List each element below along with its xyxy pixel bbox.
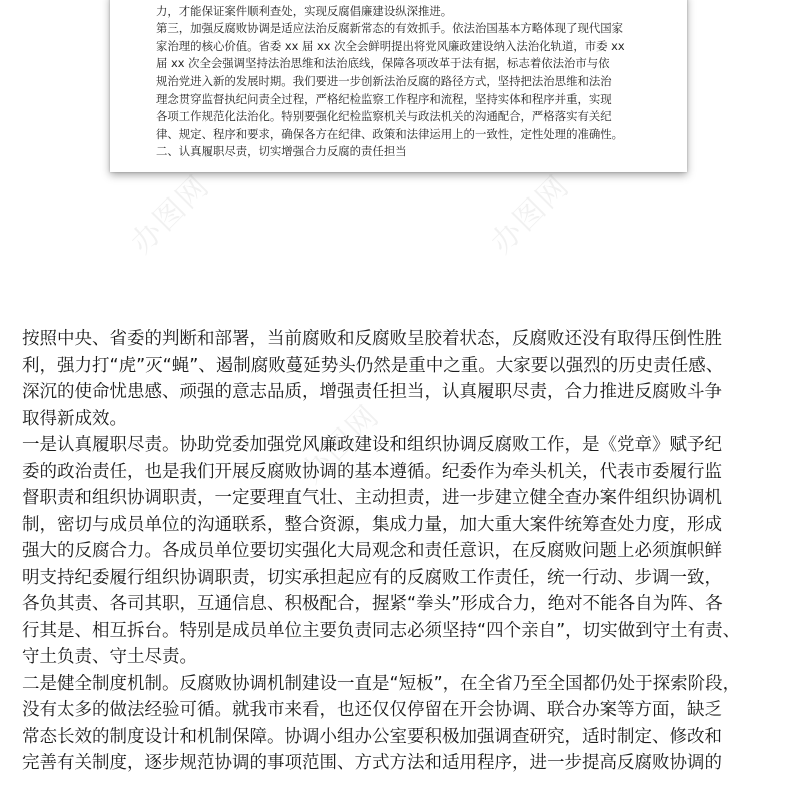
preview-line: 家治理的核心价值。省委 xx 届 xx 次全会鲜明提出将党风廉政建设纳入法治化轨道，市委 xx: [156, 38, 625, 53]
article-line: 常态长效的制度设计和机制保障。协调小组办公室要积极加强调查研究，适时制定、修改和: [22, 726, 722, 747]
article-line: 各负其责、各司其职，互通信息、积极配合，握紧“拳头”形成合力，绝对不能各自为阵、各: [22, 594, 723, 614]
preview-heading: 二、认真履职尽责，切实增强合力反腐的责任担当: [156, 144, 407, 159]
preview-line: 规治党进入新的发展时期。我们要进一步创新法治反腐的路径方式，坚持把法治思维和法治: [156, 73, 612, 88]
article-line: 完善有关制度，逐步规范协调的事项范围、方式方法和适用程序，进一步提高反腐败协调的: [22, 753, 722, 773]
article-line: 守土负责、守土尽责。: [22, 647, 197, 667]
article-body: [22, 326, 782, 777]
article-line: 利，强力打“虎”灭“蝇”、遏制腐败蔓延势头仍然是重中之重。大家要以强烈的历史责任感、: [22, 355, 724, 376]
preview-line: 律、规定、程序和要求，确保各方在纪律、政策和法律运用上的一致性，定性处理的准确性。: [156, 126, 624, 141]
preview-line: 第三，加强反腐败协调是适应法治反腐新常态的有效抓手。依法治国基本方略体现了现代国家: [156, 21, 624, 36]
watermark-text: 办图网: [484, 168, 577, 261]
article-line: 二是健全制度机制。反腐败协调机制建设一直是“短板”，在全省乃至全国都仍处于探索阶段，: [22, 673, 741, 694]
article-line: 明支持纪委履行组织协调职责，切实承担起应有的反腐败工作责任，统一行动、步调一致，: [22, 567, 722, 588]
document-preview-card: [110, 0, 687, 172]
preview-line: 届 xx 次全会强调坚持法治思维和法治底线，保障各项改革于法有据，标志着依法治市与依: [156, 56, 610, 71]
preview-text-block: [156, 0, 656, 161]
article-line: 没有太多的做法经验可循。就我市来看，也还仅仅停留在开会协调、联合办案等方面，缺乏: [22, 700, 722, 720]
preview-line: 各项工作规范化法治化。特别要强化纪检监察机关与政法机关的沟通配合，严格落实有关纪: [156, 109, 612, 124]
article-line: 制，密切与成员单位的沟通联系，整合资源，集成力量，加大重大案件统筹查处力度，形成: [22, 514, 722, 535]
article-line: 按照中央、省委的判断和部署，当前腐败和反腐败呈胶着状态，反腐败还没有取得压倒性胜: [22, 329, 722, 349]
watermark-text: 办图网: [294, 398, 387, 491]
article-line: 一是认真履职尽责。协助党委加强党风廉政建设和组织协调反腐败工作，是《党章》赋予纪: [22, 435, 722, 455]
preview-line: 理念贯穿监督执纪问责全过程，严格纪检监察工作程序和流程，坚持实体和程序并重，实现: [156, 91, 612, 106]
article-line: 深沉的使命忧患感、顽强的意志品质，增强责任担当，认真履职尽责，合力推进反腐败斗争: [22, 382, 722, 402]
article-line: 督职责和组织协调职责，一定要理直气壮、主动担责，进一步建立健全查办案件组织协调机: [22, 488, 722, 508]
article-line: 取得新成效。: [22, 408, 127, 429]
article-line: 行其是、相互拆台。特别是成员单位主要负责同志必须坚持“四个亲自”，切实做到守土有责、: [22, 620, 741, 641]
watermark-text: 办图网: [124, 168, 217, 261]
article-line: 强大的反腐合力。各成员单位要切实强化大局观念和责任意识，在反腐败问题上必须旗帜鲜: [22, 541, 722, 561]
article-line: 委的政治责任，也是我们开展反腐败协调的基本遵循。纪委作为牵头机关，代表市委履行监: [22, 461, 722, 482]
preview-line: 力，才能保证案件顺利查处，实现反腐倡廉建设纵深推进。: [156, 3, 453, 18]
